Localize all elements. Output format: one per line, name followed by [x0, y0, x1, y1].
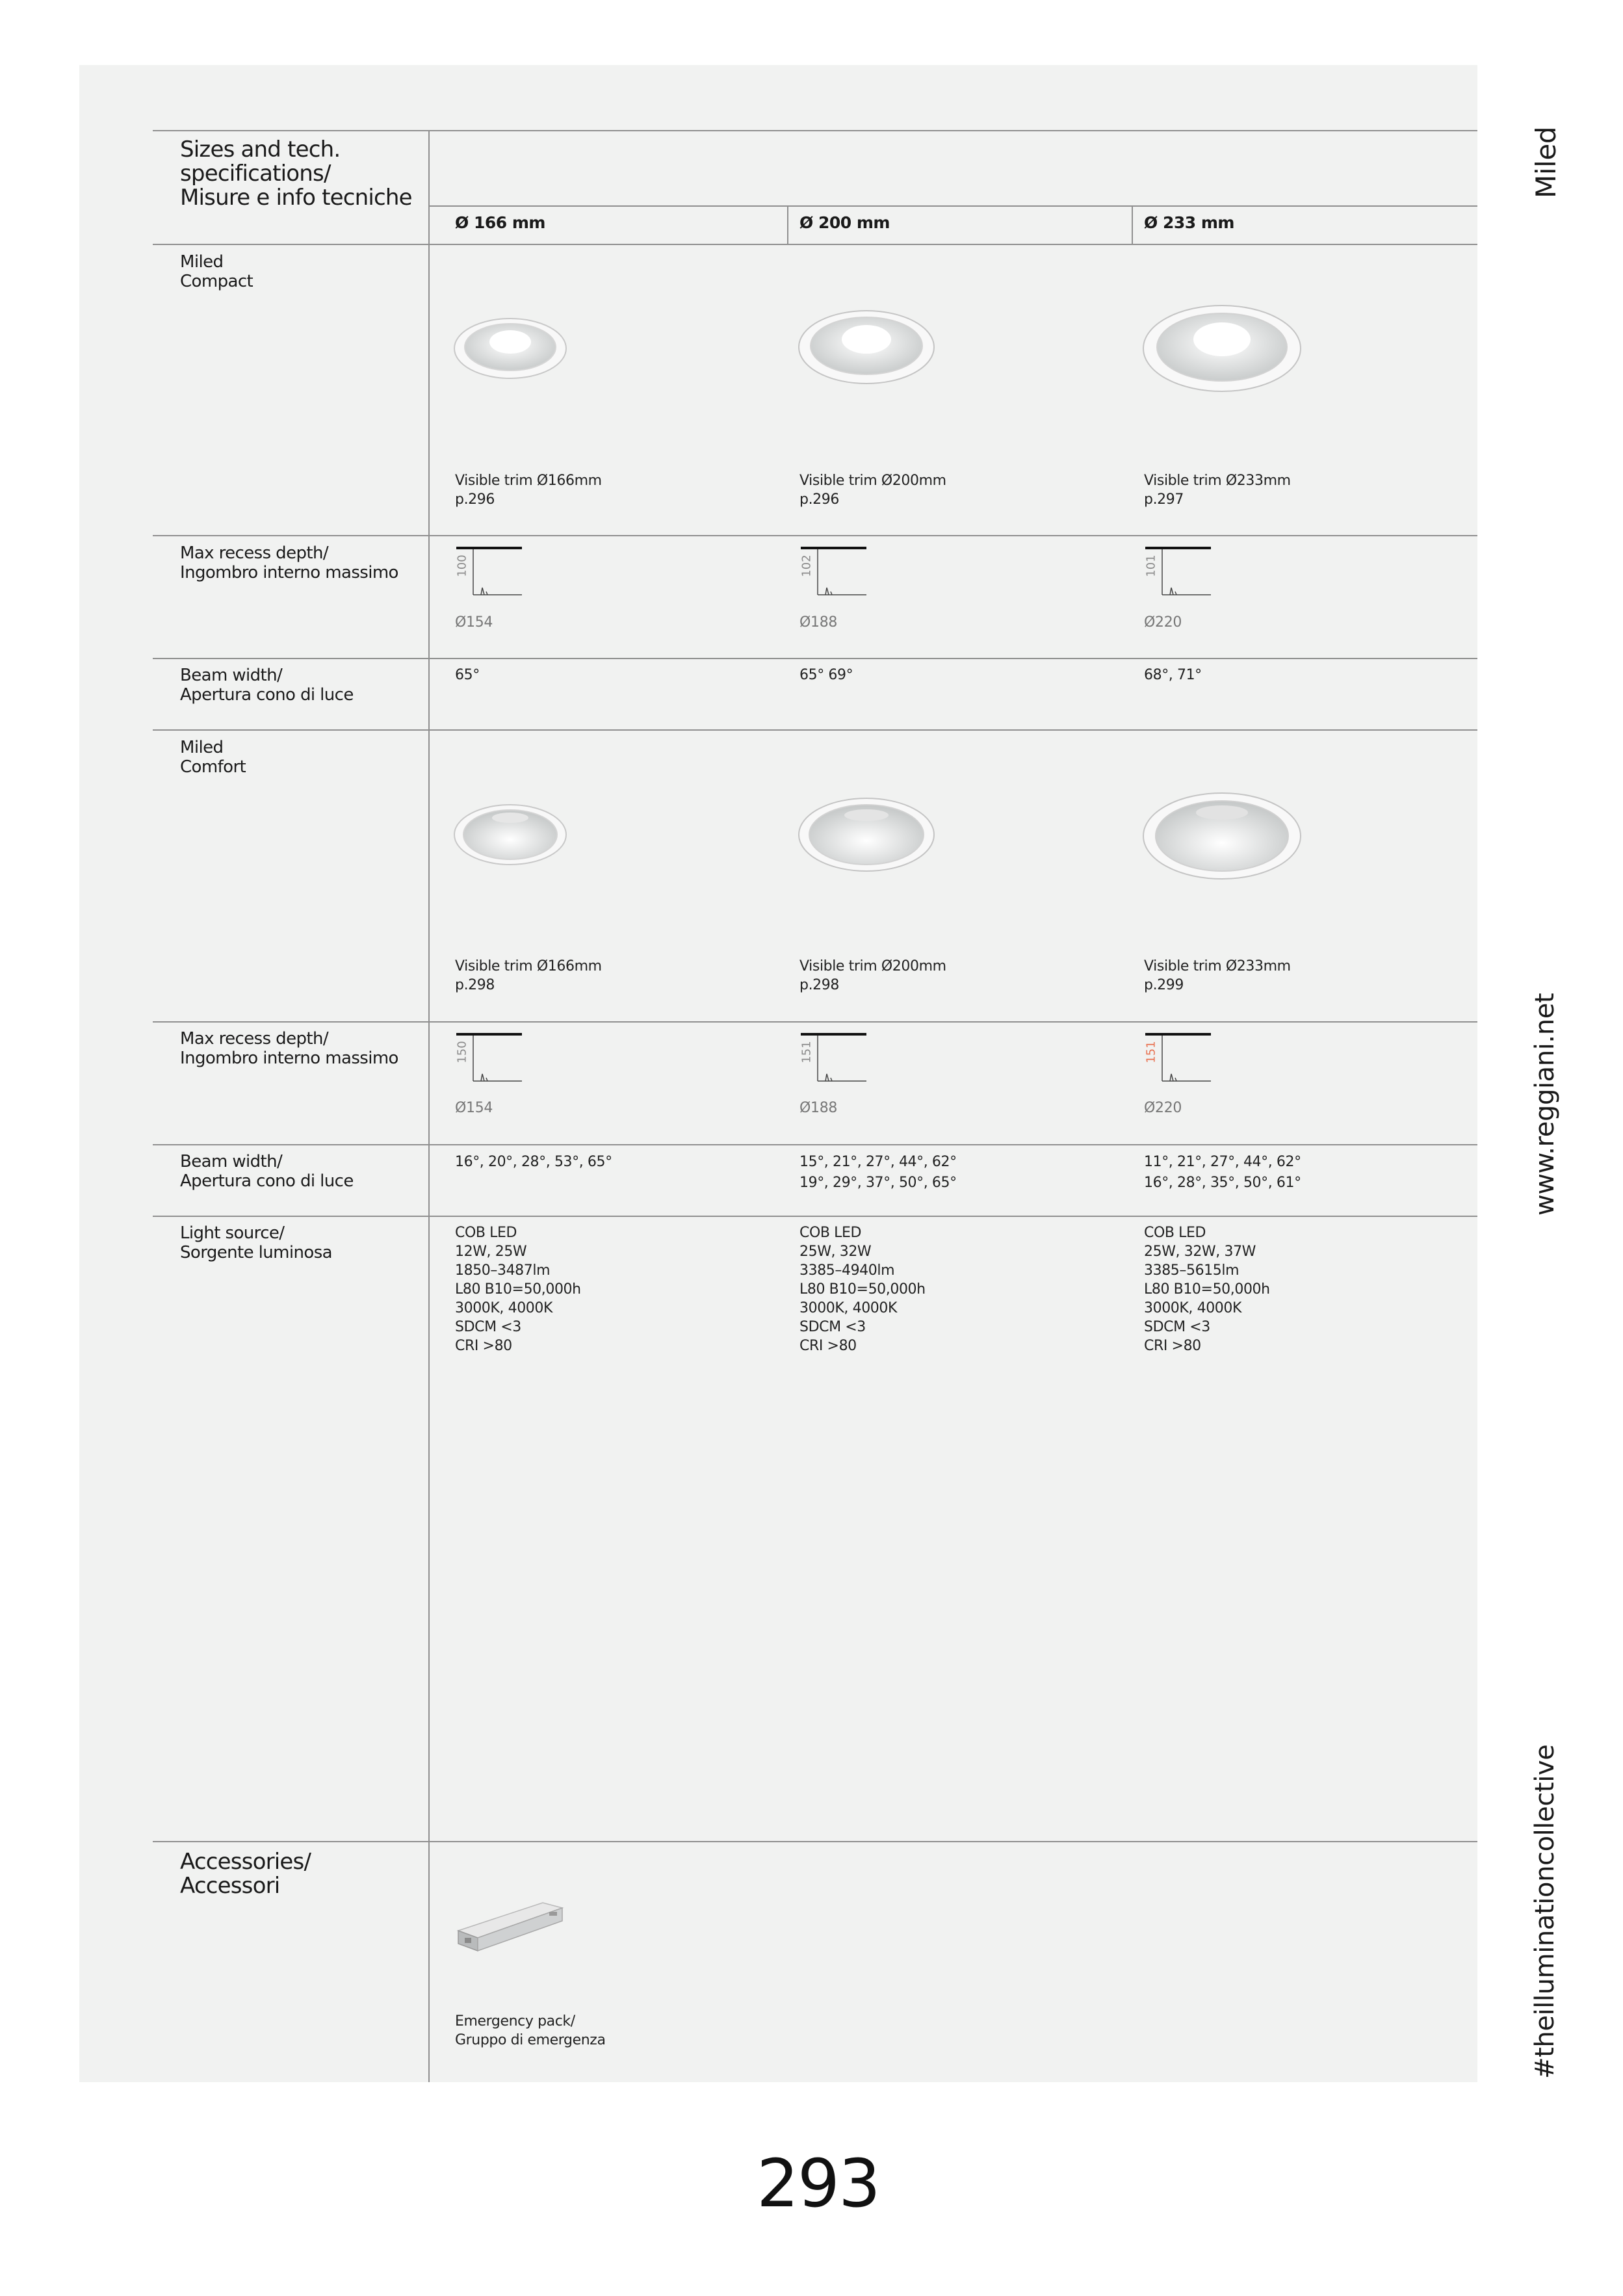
comfort-200-depth-diagram: [799, 1031, 877, 1089]
comfort-233-page-link[interactable]: p.299: [1144, 977, 1184, 993]
compact-200-trim: Visible trim Ø200mm p.296: [799, 473, 946, 508]
side-hashtag: #theilluminationcollective: [1530, 1744, 1560, 2079]
comfort-166-diameter: Ø154: [455, 1100, 493, 1116]
row-label-light-source: Light source/ Sorgente luminosa: [180, 1223, 332, 1262]
compact-200-depth-value: 102: [799, 554, 814, 577]
comfort-233-depth-diagram: [1144, 1031, 1222, 1089]
rule-comfort-recess: [153, 1021, 1477, 1023]
compact-200-depth-diagram: [799, 545, 877, 603]
comfort-166-page-link[interactable]: p.298: [455, 977, 495, 993]
compact-233-depth-value: 101: [1144, 554, 1158, 577]
comfort-233-trim: Visible trim Ø233mm p.299: [1144, 958, 1291, 993]
comfort-166-depth-diagram: [455, 1031, 533, 1089]
comfort-233-beam: 11°, 21°, 27°, 44°, 62° 16°, 28°, 35°, 50°, 61°: [1144, 1154, 1301, 1191]
comfort-200-depth-value: 151: [799, 1041, 814, 1063]
column-header-200: Ø 200 mm: [799, 213, 890, 232]
row-label-compact-recess: Max recess depth/ Ingombro interno massimo: [180, 543, 398, 582]
rule-compact-recess: [153, 535, 1477, 536]
comfort-200-beam: 15°, 21°, 27°, 44°, 62° 19°, 29°, 37°, 50°, 65°: [799, 1154, 957, 1191]
comfort-200-lamp-image: [796, 793, 937, 875]
compact-166-depth-diagram: [455, 545, 533, 603]
compact-233-depth-diagram: [1144, 545, 1222, 603]
side-product-name: Miled: [1530, 126, 1562, 198]
comfort-233-depth-value: 151: [1144, 1041, 1158, 1063]
compact-233-diameter: Ø220: [1144, 614, 1182, 631]
comfort-200-trim: Visible trim Ø200mm p.298: [799, 958, 946, 993]
compact-166-beam: 65°: [455, 667, 480, 683]
row-label-comfort: Miled Comfort: [180, 738, 246, 777]
row-label-compact-beam: Beam width/ Apertura cono di luce: [180, 666, 354, 705]
light-source-166: COB LED 12W, 25W 1850–3487lm L80 B10=50,000h 3000K, 4000K SDCM <3 CRI >80: [455, 1225, 581, 1354]
column-header-233: Ø 233 mm: [1144, 213, 1234, 232]
comfort-166-depth-value: 150: [455, 1041, 469, 1063]
rule-compact-beam: [153, 658, 1477, 659]
rule-col-divider-1: [787, 205, 788, 244]
compact-233-beam: 68°, 71°: [1144, 667, 1202, 683]
rule-colhdr: [428, 205, 1477, 207]
compact-233-page-link[interactable]: p.297: [1144, 491, 1184, 508]
comfort-166-beam: 16°, 20°, 28°, 53°, 65°: [455, 1154, 612, 1170]
rule-accessories: [153, 1841, 1477, 1842]
row-label-compact: Miled Compact: [180, 252, 253, 291]
rule-top: [153, 130, 1477, 131]
rule-light-source: [153, 1216, 1477, 1217]
compact-166-trim: Visible trim Ø166mm p.296: [455, 473, 602, 508]
compact-233-trim: Visible trim Ø233mm p.297: [1144, 473, 1291, 508]
rule-col-divider-2: [1132, 205, 1133, 244]
compact-233-lamp-image: [1141, 300, 1303, 395]
comfort-200-page-link[interactable]: p.298: [799, 977, 839, 993]
page-number: 293: [757, 2145, 879, 2223]
rule-label-column: [428, 130, 430, 2082]
rule-comfort-beam: [153, 1144, 1477, 1145]
compact-200-beam: 65° 69°: [799, 667, 853, 683]
table-title: Sizes and tech. specifications/ Misure e info tecniche: [180, 137, 412, 211]
row-label-comfort-recess: Max recess depth/ Ingombro interno massimo: [180, 1029, 398, 1068]
comfort-233-lamp-image: [1141, 788, 1303, 883]
compact-200-page-link[interactable]: p.296: [799, 491, 839, 508]
compact-166-diameter: Ø154: [455, 614, 493, 631]
rule-colhdr-bottom: [153, 244, 1477, 245]
emergency-pack-image: [452, 1895, 569, 1960]
light-source-200: COB LED 25W, 32W 3385–4940lm L80 B10=50,000h 3000K, 4000K SDCM <3 CRI >80: [799, 1225, 926, 1354]
side-website-link[interactable]: www.reggiani.net: [1530, 993, 1560, 1216]
emergency-pack-caption: Emergency pack/ Gruppo di emergenza: [455, 2013, 606, 2048]
compact-166-lamp-image: [452, 311, 569, 382]
column-header-166: Ø 166 mm: [455, 213, 545, 232]
compact-166-page-link[interactable]: p.296: [455, 491, 495, 508]
compact-166-depth-value: 100: [455, 554, 469, 577]
comfort-233-diameter: Ø220: [1144, 1100, 1182, 1116]
compact-200-lamp-image: [796, 306, 937, 387]
row-label-accessories: Accessories/ Accessori: [180, 1849, 311, 1899]
comfort-200-diameter: Ø188: [799, 1100, 838, 1116]
row-label-comfort-beam: Beam width/ Apertura cono di luce: [180, 1152, 354, 1191]
compact-200-diameter: Ø188: [799, 614, 838, 631]
rule-comfort: [153, 729, 1477, 731]
light-source-233: COB LED 25W, 32W, 37W 3385–5615lm L80 B10=50,000h 3000K, 4000K SDCM <3 CRI >80: [1144, 1225, 1270, 1354]
comfort-166-lamp-image: [452, 798, 569, 870]
comfort-166-trim: Visible trim Ø166mm p.298: [455, 958, 602, 993]
